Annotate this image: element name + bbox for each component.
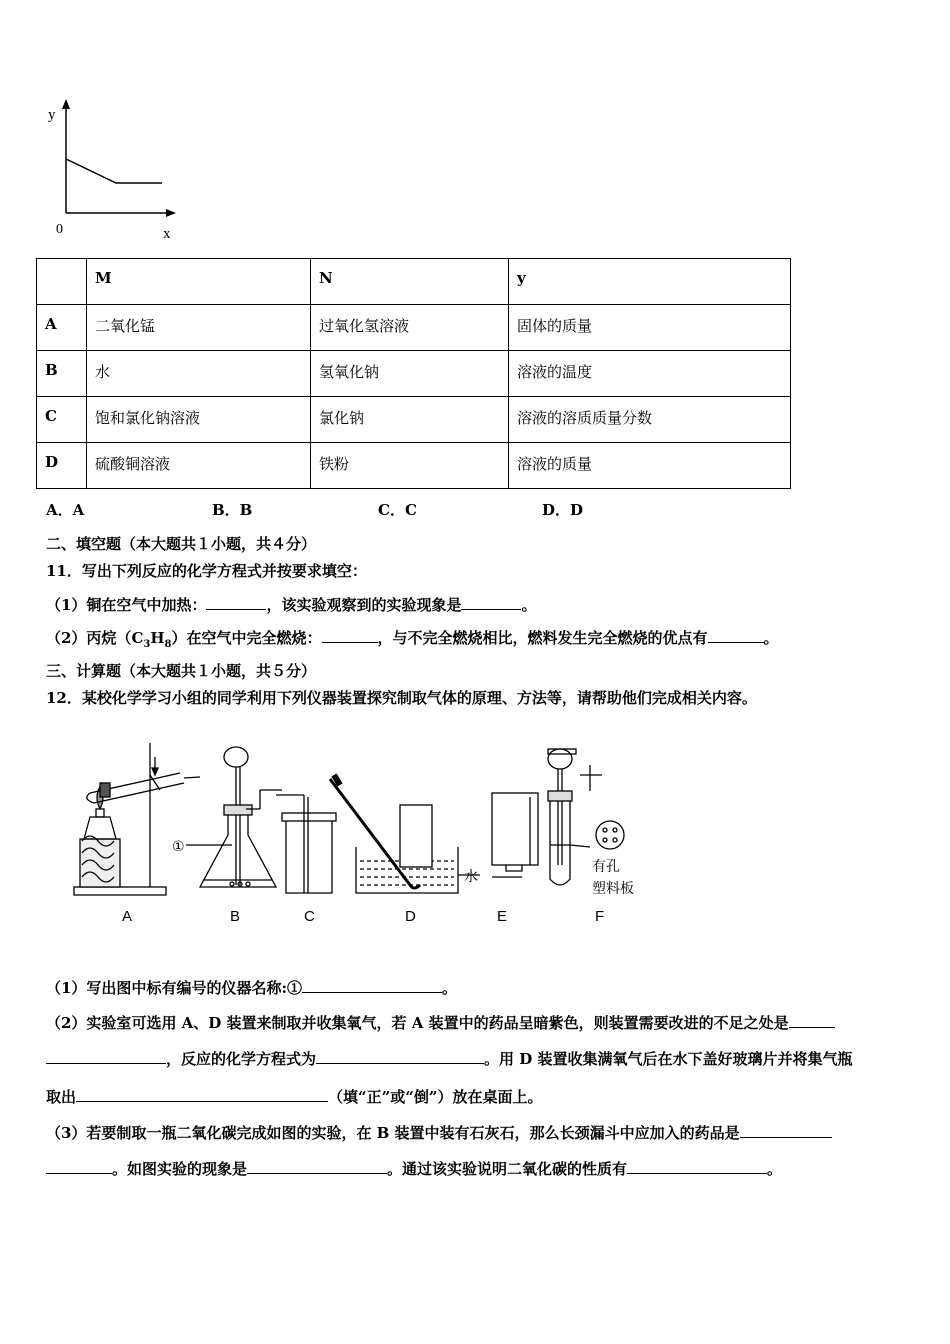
q11-sub2: 8 — [164, 639, 172, 650]
table-row — [37, 305, 791, 351]
table-header-cell: y — [509, 259, 791, 305]
option-c: C．C — [378, 501, 417, 519]
q11-part1 — [46, 594, 536, 615]
q12-p2a: （2）实验室可选用 A、D 装置来制取并收集氧气，若 A 装置中的药品呈暗紫色，则装置需要改进的不足之处是 — [46, 1014, 789, 1032]
table-cell: 氢氧化钠 — [311, 351, 509, 397]
table-cell: 水 — [87, 351, 311, 397]
answer-blank[interactable] — [302, 977, 442, 993]
table-cell: 硫酸铜溶液 — [87, 443, 311, 489]
q12-p2b: ，反应的化学方程式为 — [166, 1050, 317, 1068]
plate-label-1: 有孔 — [592, 859, 620, 875]
plate-label-2: 塑料板 — [592, 881, 634, 897]
answer-blank[interactable] — [206, 594, 266, 610]
q11-p2c: ，与不完全燃烧相比，燃料发生完全燃烧的优点有 — [377, 629, 708, 647]
label-f: F — [595, 908, 605, 925]
q12-part2-line1 — [46, 1012, 835, 1033]
table-cell: 溶液的溶质质量分数 — [509, 397, 791, 443]
section-heading-calc: 三、计算题（本大题共１小题，共５分） — [46, 662, 317, 680]
q12-p2e: （填“正”或“倒”）放在桌面上。 — [328, 1088, 543, 1106]
apparatus-e — [492, 793, 538, 877]
x-axis-arrow — [166, 209, 176, 217]
q12-p1b: 。 — [441, 979, 457, 997]
option-b: B．B — [212, 501, 253, 519]
choice-table — [36, 258, 791, 489]
q12-part2-line3 — [46, 1086, 543, 1107]
q11-sub1: 3 — [143, 639, 151, 650]
section-heading-fill: 二、填空题（本大题共１小题，共４分） — [46, 535, 317, 553]
answer-blank[interactable] — [46, 1158, 112, 1174]
marker-1: ① — [172, 839, 185, 855]
table-cell: D — [37, 443, 87, 489]
answer-blank[interactable] — [740, 1122, 832, 1138]
answer-blank[interactable] — [322, 627, 378, 643]
q12-p2c: 。用 D 装置收集满氧气后在水下盖好玻璃片并将集气瓶 — [484, 1050, 853, 1068]
y-axis-arrow — [62, 99, 70, 109]
q12-p3d: 。 — [767, 1160, 783, 1178]
table-header-row — [37, 259, 791, 305]
q11-p2a: （2）丙烷（C — [46, 629, 144, 647]
q11-stem: 11．写出下列反应的化学方程式并按要求填空： — [46, 562, 367, 580]
table-header-cell — [37, 259, 87, 305]
q12-p1a: （1）写出图中标有编号的仪器名称:① — [46, 979, 302, 997]
table-cell: 铁粉 — [311, 443, 509, 489]
q11-p1c: 。 — [521, 596, 537, 614]
q12-p3a: （3）若要制取一瓶二氧化碳完成如图的实验，在 B 装置中装有石灰石，那么长颈漏斗中应加入的药品是 — [46, 1124, 740, 1142]
table-cell: 溶液的温度 — [509, 351, 791, 397]
answer-blank[interactable] — [708, 627, 764, 643]
table-cell: B — [37, 351, 87, 397]
q12-part2-line2 — [46, 1048, 852, 1069]
answer-blank[interactable] — [627, 1158, 767, 1174]
table-cell: 过氧化氢溶液 — [311, 305, 509, 351]
option-a: A．A — [46, 501, 85, 519]
table-header-cell: M — [87, 259, 311, 305]
graph-curve — [66, 159, 162, 183]
label-a: A — [122, 908, 133, 925]
q11-p1a: （1）铜在空气中加热： — [46, 596, 207, 614]
origin-label: 0 — [56, 222, 63, 237]
q12-part3-line2 — [46, 1158, 782, 1179]
apparatus-c — [276, 795, 336, 893]
q11-p2b: ）在空气中完全燃烧： — [171, 629, 322, 647]
apparatus-a — [74, 743, 200, 895]
label-b: B — [230, 908, 241, 925]
q11-p1b: ，该实验观察到的实验现象是 — [266, 596, 462, 614]
q12-stem: 12．某校化学学习小组的同学利用下列仪器装置探究制取气体的原理、方法等，请帮助他们完成相关内容。 — [46, 689, 757, 707]
answer-blank[interactable] — [789, 1012, 835, 1028]
q11-p2mid: H — [150, 629, 165, 647]
label-c: C — [304, 908, 315, 925]
q11-p2d: 。 — [763, 629, 779, 647]
q12-p2d: 取出 — [46, 1088, 77, 1106]
apparatus-d — [330, 775, 480, 893]
apparatus-figure — [60, 735, 660, 935]
option-d: D．D — [542, 501, 584, 519]
answer-blank[interactable] — [247, 1158, 387, 1174]
answer-blank[interactable] — [316, 1048, 484, 1064]
table-cell: 固体的质量 — [509, 305, 791, 351]
table-cell: 氯化钠 — [311, 397, 509, 443]
table-cell: 饱和氯化钠溶液 — [87, 397, 311, 443]
answer-blank[interactable] — [76, 1086, 328, 1102]
table-cell: 二氧化锰 — [87, 305, 311, 351]
q12-p3b: 。如图实验的现象是 — [112, 1160, 248, 1178]
table-header-cell: N — [311, 259, 509, 305]
x-label: x — [163, 226, 171, 242]
water-label: 水 — [464, 869, 478, 885]
table-row — [37, 351, 791, 397]
table-cell: 溶液的质量 — [509, 443, 791, 489]
table-cell: C — [37, 397, 87, 443]
label-d: D — [405, 908, 416, 925]
answer-blank[interactable] — [461, 594, 521, 610]
label-e: E — [497, 908, 508, 925]
line-graph — [40, 95, 190, 245]
q12-p3c: 。通过该实验说明二氧化碳的性质有 — [387, 1160, 628, 1178]
q12-part3-line1 — [46, 1122, 832, 1143]
table-row — [37, 397, 791, 443]
q12-part1 — [46, 977, 457, 998]
answer-blank[interactable] — [46, 1048, 166, 1064]
q11-part2 — [46, 627, 779, 655]
y-label: y — [48, 107, 56, 123]
table-cell: A — [37, 305, 87, 351]
table-row — [37, 443, 791, 489]
apparatus-b — [200, 747, 282, 887]
